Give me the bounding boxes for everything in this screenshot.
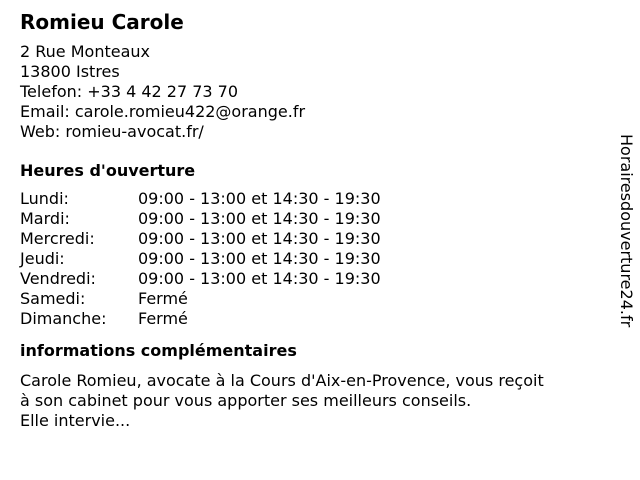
- email-line: Email: carole.romieu422@orange.fr: [20, 102, 306, 121]
- day-label: Vendredi:: [20, 269, 96, 288]
- day-hours: 09:00 - 13:00 et 14:30 - 19:30: [138, 229, 381, 248]
- extra-info-line: Elle intervie...: [20, 411, 131, 430]
- hours-row-wednesday: [20, 229, 600, 249]
- business-name: Romieu Carole: [20, 10, 184, 34]
- hours-row-friday: [20, 269, 600, 289]
- extra-info-line: à son cabinet pour vous apporter ses meilleurs conseils.: [20, 391, 472, 410]
- extra-info-title: informations complémentaires: [20, 341, 297, 360]
- day-hours: Fermé: [138, 309, 188, 328]
- extra-info-line: Carole Romieu, avocate à la Cours d'Aix-en-Provence, vous reçoit: [20, 371, 544, 390]
- hours-title: Heures d'ouverture: [20, 161, 196, 180]
- day-label: Mercredi:: [20, 229, 95, 248]
- hours-row-tuesday: [20, 209, 600, 229]
- web-line: Web: romieu-avocat.fr/: [20, 122, 204, 141]
- day-hours: 09:00 - 13:00 et 14:30 - 19:30: [138, 209, 381, 228]
- address-block: [20, 42, 600, 142]
- hours-table: [20, 189, 600, 329]
- day-hours: Fermé: [138, 289, 188, 308]
- day-label: Dimanche:: [20, 309, 107, 328]
- hours-row-saturday: [20, 289, 600, 309]
- day-label: Samedi:: [20, 289, 86, 308]
- business-card: [20, 10, 600, 431]
- day-hours: 09:00 - 13:00 et 14:30 - 19:30: [138, 249, 381, 268]
- site-brand-vertical: Horairesdouverture24.fr: [617, 134, 636, 328]
- day-hours: 09:00 - 13:00 et 14:30 - 19:30: [138, 189, 381, 208]
- day-label: Lundi:: [20, 189, 69, 208]
- hours-row-thursday: [20, 249, 600, 269]
- day-label: Mardi:: [20, 209, 70, 228]
- day-label: Jeudi:: [20, 249, 65, 268]
- phone-line: Telefon: +33 4 42 27 73 70: [20, 82, 239, 101]
- day-hours: 09:00 - 13:00 et 14:30 - 19:30: [138, 269, 381, 288]
- hours-row-sunday: [20, 309, 600, 329]
- street-address: 2 Rue Monteaux: [20, 42, 150, 61]
- postal-city: 13800 Istres: [20, 62, 120, 81]
- extra-info-text: [20, 371, 600, 431]
- hours-row-monday: [20, 189, 600, 209]
